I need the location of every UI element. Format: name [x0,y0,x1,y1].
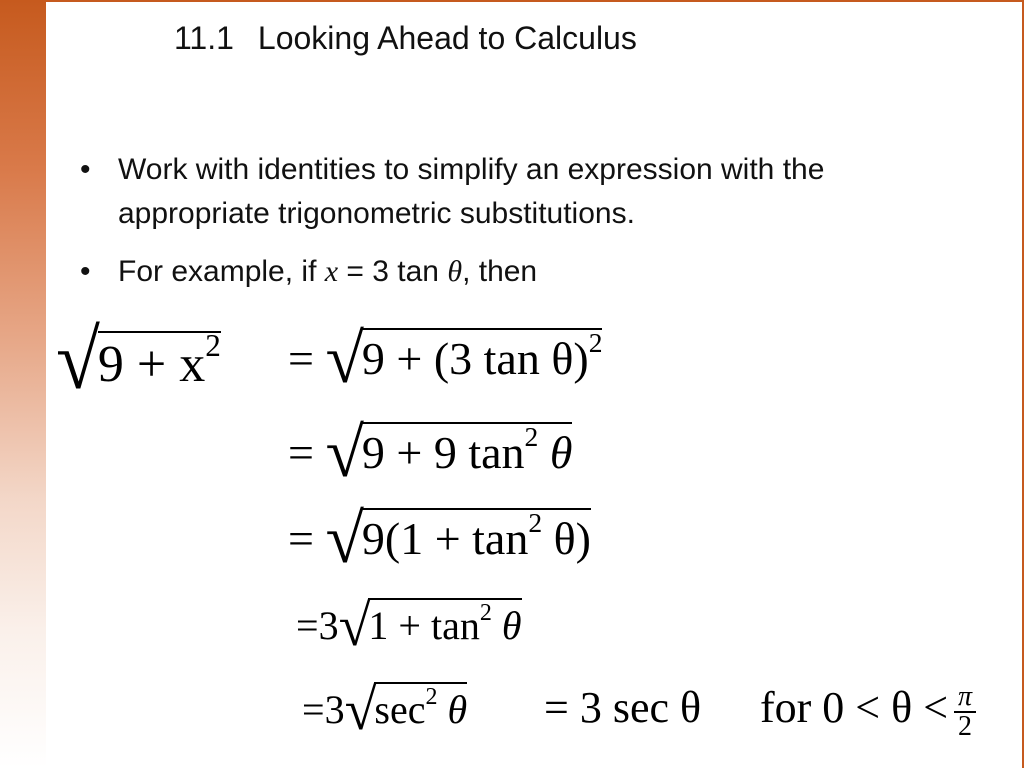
condition-text: for 0 < θ < [760,683,949,732]
bullet2-suffix: , then [462,255,538,288]
line3-exponent: 2 [528,507,543,539]
title-text: Looking Ahead to Calculus [257,20,637,56]
bullet-text-1: Work with identities to simplify an expression with the appropriate trigonometric substitutions. [118,153,825,230]
line3-theta: θ) [542,513,591,564]
section-number: 11.1 [174,20,234,56]
equation-line-3 [288,500,591,580]
radicand [362,328,603,385]
top-accent-rule [46,0,1024,2]
line5-exponent: 2 [425,683,438,710]
fraction-numerator: π [954,683,976,713]
line5-theta: θ [437,687,468,732]
line4-exponent: 2 [479,599,492,626]
result-expression: = 3 sec θ [544,683,702,732]
radical [345,676,468,743]
line1-expression: 9 + (3 tan θ) [361,333,589,384]
line5-expression: sec [374,687,426,732]
line4-expression: 1 + tan [368,603,480,648]
line2-exponent: 2 [524,421,539,453]
radical [325,500,591,580]
radical [325,320,602,400]
radicand [97,328,221,394]
accent-sidebar [0,0,46,768]
bullet-item-2 [80,250,960,294]
radical-sign: √ [338,593,371,658]
line3-expression: 9(1 + tan [361,513,529,564]
line1-exponent: 2 [588,327,603,359]
radical-sign: √ [325,415,364,492]
equals-sign: = [288,333,314,384]
radical [56,314,221,409]
equals-sign: = [296,603,319,648]
bullet2-mid: = 3 tan [338,255,448,288]
fraction-denominator: 2 [958,710,973,742]
bullet2-var: x [324,255,339,288]
bullet2-theta: θ [447,255,463,288]
radicand [374,682,467,733]
radical-sign: √ [325,321,364,398]
bullet-marker: • [80,153,91,186]
equals-sign: = [302,687,325,732]
radical [339,592,522,659]
radicand [362,422,573,479]
bullet-marker: • [80,255,91,288]
line2-theta: θ [538,427,573,478]
equation-line-4 [296,592,522,659]
equation-line-5 [302,676,467,743]
line4-theta: θ [491,603,522,648]
bullet-item-1 [80,148,960,236]
radical-sign: √ [344,677,377,742]
equals-sign: = [288,513,314,564]
radical [325,414,572,494]
radical-sign: √ [325,501,364,578]
lhs-exponent: 2 [205,328,221,364]
line5-coefficient: 3 [324,687,345,732]
radicand [368,598,521,649]
equation-lhs [56,314,221,409]
slide-title [174,20,637,57]
bullet-list [80,148,960,308]
line2-expression: 9 + 9 tan [361,427,525,478]
equals-sign: = [288,427,314,478]
fraction-pi-over-2 [954,680,976,742]
lhs-expression: 9 + x [97,336,206,393]
bullet2-prefix: For example, if [118,255,325,288]
equation-line-1 [288,320,602,400]
radicand [362,508,591,565]
equation-line-5-result [544,682,701,733]
line4-coefficient: 3 [318,603,339,648]
radical-sign: √ [56,314,100,407]
equation-line-2 [288,414,572,494]
domain-condition [760,682,976,741]
